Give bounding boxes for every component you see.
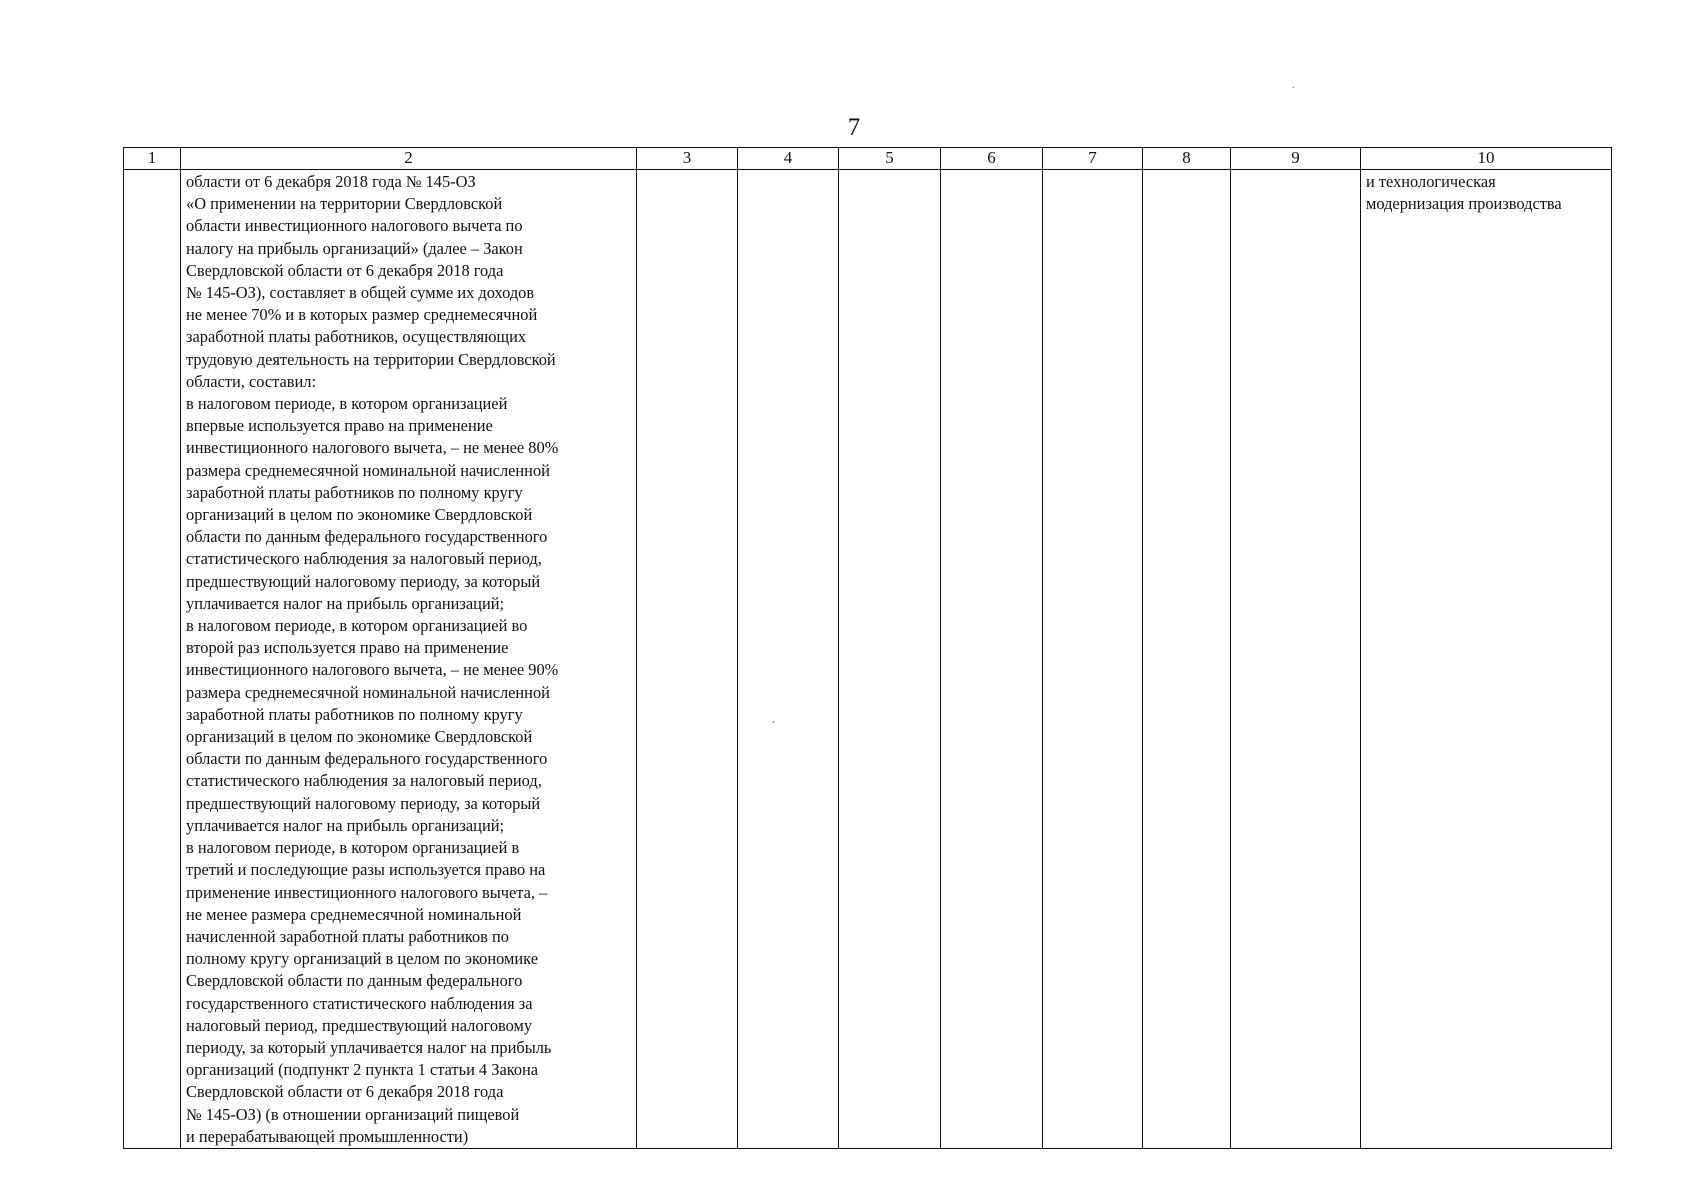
column-header-2: 2: [181, 148, 637, 170]
column-header-1: 1: [124, 148, 181, 170]
cell-col-2-line: трудовую деятельность на территории Свердловской: [186, 349, 556, 369]
cell-col-2-line: организаций (подпункт 2 пункта 1 статьи 4 Закона: [186, 1060, 539, 1080]
cell-col-2-line: предшествующий налоговому периоду, за который: [186, 793, 541, 813]
cell-col-2-line: налогу на прибыль организаций» (далее – Закон: [186, 238, 523, 258]
column-header-6: 6: [941, 148, 1043, 170]
cell-col-2-line: заработной платы работников, осуществляющих: [186, 327, 527, 347]
cell-col-2-line: в налоговом периоде, в котором организацией во: [186, 616, 528, 636]
column-number-row: [124, 148, 1612, 170]
cell-col-8: [1143, 170, 1231, 1149]
cell-col-10-line: модернизация производства: [1366, 194, 1562, 214]
cell-col-2-line: применение инвестиционного налогового вычета, –: [186, 882, 548, 902]
cell-col-2-line: полному кругу организаций в целом по экономике: [186, 949, 538, 969]
cell-col-2-line: не менее размера среднемесячной номинальной: [186, 904, 522, 924]
cell-col-2-line: в налоговом периоде, в котором организацией в: [186, 838, 520, 858]
page-number: 7: [847, 114, 861, 141]
column-header-9: 9: [1231, 148, 1361, 170]
cell-col-2-line: и перерабатывающей промышленности): [186, 1126, 469, 1146]
document-table: [123, 147, 1612, 1149]
cell-col-2-line: области по данным федерального государственного: [186, 527, 548, 547]
cell-col-1: [124, 170, 181, 1149]
cell-col-2-line: инвестиционного налогового вычета, – не менее 90%: [186, 660, 559, 680]
cell-col-2-line: инвестиционного налогового вычета, – не менее 80%: [186, 438, 559, 458]
scan-speck: .: [1292, 80, 1295, 91]
column-header-3: 3: [637, 148, 738, 170]
cell-col-2-line: периоду, за который уплачивается налог на прибыль: [186, 1037, 552, 1057]
cell-col-2-line: заработной платы работников по полному кругу: [186, 704, 523, 724]
cell-col-2-line: второй раз используется право на применение: [186, 638, 509, 658]
cell-col-2-line: заработной платы работников по полному кругу: [186, 482, 523, 502]
cell-col-7: [1043, 170, 1143, 1149]
column-header-5: 5: [839, 148, 941, 170]
cell-col-2: [181, 170, 637, 1149]
cell-col-2-line: статистического наблюдения за налоговый период,: [186, 771, 542, 791]
column-header-4: 4: [738, 148, 839, 170]
cell-col-2-line: Свердловской области от 6 декабря 2018 года: [186, 260, 504, 280]
cell-col-2-line: статистического наблюдения за налоговый период,: [186, 549, 542, 569]
column-header-8: 8: [1143, 148, 1231, 170]
cell-col-2-line: предшествующий налоговому периоду, за который: [186, 571, 541, 591]
cell-col-2-line: области от 6 декабря 2018 года № 145-ОЗ: [186, 172, 476, 191]
cell-col-2-line: государственного статистического наблюдения за: [186, 993, 533, 1013]
cell-col-2-line: не менее 70% и в которых размер среднемесячной: [186, 305, 538, 325]
cell-col-2-line: «О применении на территории Свердловской: [186, 194, 503, 214]
column-header-7: 7: [1043, 148, 1143, 170]
cell-col-2-line: области, составил:: [186, 371, 317, 391]
cell-col-2-line: налоговый период, предшествующий налоговому: [186, 1015, 533, 1035]
cell-col-2-line: третий и последующие разы используется право на: [186, 860, 546, 880]
cell-col-10-text: [1361, 170, 1611, 215]
cell-col-2-line: № 145-ОЗ) (в отношении организаций пищевой: [186, 1104, 520, 1124]
cell-col-10-line: и технологическая: [1366, 172, 1496, 191]
cell-col-4: [738, 170, 839, 1149]
cell-col-2-line: № 145-ОЗ), составляет в общей сумме их доходов: [186, 283, 535, 303]
cell-col-2-line: области инвестиционного налогового вычета по: [186, 216, 523, 236]
cell-col-2-line: в налоговом периоде, в котором организацией: [186, 394, 508, 414]
cell-col-9: [1231, 170, 1361, 1149]
cell-col-2-line: Свердловской области по данным федерального: [186, 971, 523, 991]
cell-col-2-line: размера среднемесячной номинальной начисленной: [186, 682, 550, 702]
cell-col-2-line: организаций в целом по экономике Свердловской: [186, 505, 533, 525]
cell-col-10: [1361, 170, 1612, 1149]
column-header-10: 10: [1361, 148, 1612, 170]
cell-col-2-line: области по данным федерального государственного: [186, 749, 548, 769]
cell-col-2-line: организаций в целом по экономике Свердловской: [186, 727, 533, 747]
cell-col-2-text: [181, 170, 636, 1148]
cell-col-6: [941, 170, 1043, 1149]
cell-col-2-line: впервые используется право на применение: [186, 416, 493, 436]
cell-col-2-line: уплачивается налог на прибыль организаций;: [186, 815, 505, 835]
cell-col-2-line: уплачивается налог на прибыль организаций;: [186, 593, 505, 613]
cell-col-2-line: Свердловской области от 6 декабря 2018 года: [186, 1082, 504, 1102]
table-row: [124, 170, 1612, 1149]
cell-col-2-line: начисленной заработной платы работников по: [186, 926, 509, 946]
cell-col-5: [839, 170, 941, 1149]
cell-col-2-line: размера среднемесячной номинальной начисленной: [186, 460, 550, 480]
scan-speck: ,: [772, 714, 775, 725]
cell-col-3: [637, 170, 738, 1149]
